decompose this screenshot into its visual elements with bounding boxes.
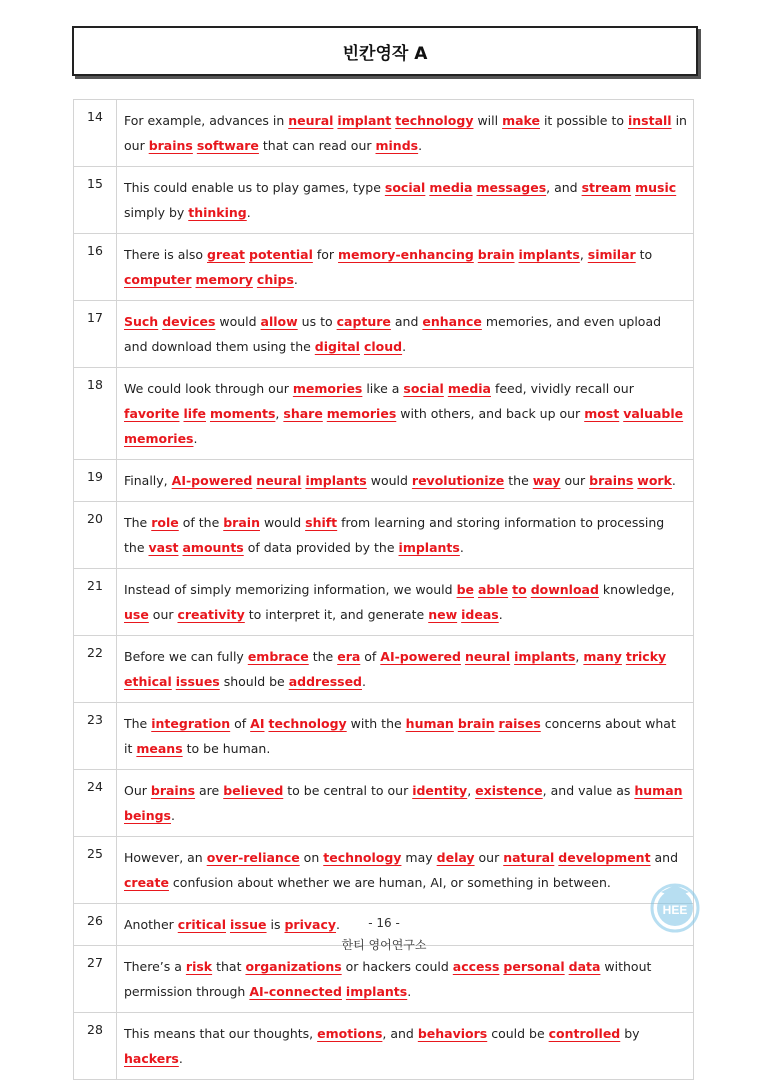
blank-word: ideas	[461, 607, 499, 622]
sentence-fragment: to	[635, 247, 653, 262]
blank-word: messages	[476, 180, 547, 195]
blank-word: implants	[514, 649, 576, 664]
sentence-number: 26	[74, 904, 117, 946]
sentence-fragment: .	[671, 473, 676, 488]
sentence-row	[74, 636, 694, 703]
sentence-number: 14	[74, 100, 117, 167]
sentence-fragment: .	[362, 674, 366, 689]
blank-word: human	[634, 783, 683, 798]
sentence-fragment: For example, advances in	[124, 113, 289, 128]
sentence-number: 27	[74, 946, 117, 1013]
sentence-row	[74, 569, 694, 636]
blank-word: technology	[395, 113, 474, 128]
blank-word: neural	[464, 649, 511, 664]
blank-word: AI-connected	[249, 984, 342, 999]
sentence-fragment: .	[193, 431, 198, 446]
sentence-fragment: is	[266, 917, 285, 932]
blank-word: implants	[305, 473, 367, 488]
sentence-text	[117, 368, 694, 460]
sentence-fragment: .	[407, 984, 412, 999]
hee-logo-icon	[647, 878, 703, 934]
sentence-fragment: confusion about whether we are human, AI, or something in between.	[168, 875, 611, 890]
sentence-fragment: our	[560, 473, 590, 488]
blank-word: neural	[256, 473, 302, 488]
blank-word: social	[403, 381, 444, 396]
blank-word: minds	[375, 138, 419, 153]
sentence-text	[117, 1013, 694, 1080]
blank-word: personal	[503, 959, 565, 974]
sentence-fragment: like a	[362, 381, 404, 396]
blank-word: neural	[288, 113, 334, 128]
blank-word: implants	[345, 984, 408, 999]
sentence-fragment: our	[474, 850, 504, 865]
blank-word: natural	[503, 850, 555, 865]
sentence-fragment: concerns about what it	[124, 716, 676, 756]
blank-word: new	[428, 607, 458, 622]
sentence-fragment: will	[473, 113, 503, 128]
sentence-text	[117, 703, 694, 770]
blank-word: role	[151, 515, 179, 530]
sentence-row	[74, 460, 694, 502]
blank-word: stream	[581, 180, 632, 195]
worksheet-title: 빈칸영작 A	[72, 26, 698, 76]
sentence-fragment: .	[171, 808, 175, 823]
sentence-fragment: This means that our thoughts,	[124, 1026, 318, 1041]
blank-word: allow	[260, 314, 298, 329]
sentence-fragment: , and value as	[542, 783, 635, 798]
blank-word: creativity	[177, 607, 245, 622]
blank-word: favorite	[124, 406, 180, 421]
blank-word: issue	[229, 917, 267, 932]
blank-word: great	[207, 247, 246, 262]
sentence-fragment: without permission through	[124, 959, 652, 999]
sentence-fragment: it possible to	[539, 113, 628, 128]
sentence-fragment: should be	[219, 674, 289, 689]
blank-word: implants	[518, 247, 580, 262]
sentence-fragment: to interpret it, and generate	[244, 607, 429, 622]
blank-word: way	[532, 473, 561, 488]
sentence-fragment: to be central to our	[283, 783, 413, 798]
blank-word: issues	[175, 674, 220, 689]
blank-word: implant	[337, 113, 392, 128]
blank-word: use	[124, 607, 149, 622]
sentence-number: 23	[74, 703, 117, 770]
sentence-table	[73, 99, 694, 1080]
blank-word: memories	[124, 431, 194, 446]
blank-word: memory	[195, 272, 253, 287]
sentence-fragment: Instead of simply memorizing information, we would	[124, 582, 457, 597]
blank-word: digital	[314, 339, 360, 354]
blank-word: able	[477, 582, 509, 597]
sentence-fragment: of data provided by the	[243, 540, 399, 555]
blank-word: amounts	[182, 540, 244, 555]
sentence-fragment: on	[299, 850, 324, 865]
blank-word: devices	[162, 314, 216, 329]
blank-word: share	[283, 406, 323, 421]
blank-word: enhance	[422, 314, 482, 329]
sentence-fragment: The	[124, 716, 152, 731]
sentence-fragment: to be human.	[182, 741, 271, 756]
blank-word: AI-powered	[380, 649, 461, 664]
blank-word: brain	[457, 716, 495, 731]
sentence-number: 15	[74, 167, 117, 234]
blank-word: potential	[249, 247, 313, 262]
blank-word: moments	[209, 406, 276, 421]
sentence-text	[117, 770, 694, 837]
sentence-fragment: are	[195, 783, 224, 798]
sentence-fragment: , and	[382, 1026, 418, 1041]
blank-word: life	[183, 406, 206, 421]
sentence-number: 16	[74, 234, 117, 301]
sentence-fragment: This could enable us to play games, type	[124, 180, 385, 195]
logo-text: HEE	[662, 903, 688, 917]
blank-word: valuable	[623, 406, 684, 421]
sentence-fragment: .	[178, 1051, 183, 1066]
sentence-fragment: the	[504, 473, 533, 488]
blank-word: brains	[148, 138, 193, 153]
blank-word: hackers	[124, 1051, 179, 1066]
sentence-fragment: of	[360, 649, 381, 664]
blank-word: be	[456, 582, 474, 597]
sentence-fragment: ,	[579, 247, 588, 262]
blank-word: integration	[151, 716, 231, 731]
sentence-number: 19	[74, 460, 117, 502]
blank-word: behaviors	[417, 1026, 488, 1041]
sentence-fragment: ,	[467, 783, 476, 798]
sentence-text	[117, 100, 694, 167]
blank-word: revolutionize	[411, 473, 505, 488]
blank-word: thinking	[188, 205, 247, 220]
sentence-fragment: our	[148, 607, 178, 622]
blank-word: brains	[150, 783, 196, 798]
sentence-fragment: of the	[178, 515, 224, 530]
sentence-fragment: simply by	[124, 205, 189, 220]
blank-word: emotions	[317, 1026, 383, 1041]
blank-word: development	[558, 850, 651, 865]
sentence-fragment: memories, and even upload and download them using the	[124, 314, 662, 354]
blank-word: raises	[498, 716, 541, 731]
sentence-fragment: could be	[487, 1026, 549, 1041]
sentence-fragment: and	[650, 850, 679, 865]
blank-word: music	[635, 180, 677, 195]
blank-word: brain	[477, 247, 515, 262]
sentence-number: 17	[74, 301, 117, 368]
sentence-row	[74, 100, 694, 167]
sentence-text	[117, 502, 694, 569]
blank-word: work	[637, 473, 672, 488]
sentence-fragment: There is also	[124, 247, 208, 262]
blank-word: means	[136, 741, 183, 756]
blank-word: Such	[124, 314, 159, 329]
blank-word: era	[337, 649, 361, 664]
sentence-fragment: with the	[346, 716, 406, 731]
sentence-text	[117, 837, 694, 904]
sentence-fragment: the	[308, 649, 338, 664]
blank-word: software	[196, 138, 259, 153]
blank-word: social	[384, 180, 426, 195]
sentence-fragment: would	[259, 515, 306, 530]
sentence-fragment: .	[336, 917, 340, 932]
blank-word: many	[583, 649, 622, 664]
blank-word: critical	[177, 917, 226, 932]
sentence-row	[74, 368, 694, 460]
sentence-fragment: .	[402, 339, 407, 354]
blank-word: beings	[124, 808, 171, 823]
sentence-fragment: The	[124, 515, 152, 530]
blank-word: download	[530, 582, 599, 597]
sentence-fragment: with others, and back up our	[396, 406, 585, 421]
sentence-fragment: .	[459, 540, 464, 555]
sentence-row	[74, 167, 694, 234]
sentence-row	[74, 1013, 694, 1080]
sentence-fragment: knowledge,	[598, 582, 675, 597]
blank-word: privacy	[284, 917, 337, 932]
blank-word: install	[627, 113, 672, 128]
sentence-row	[74, 234, 694, 301]
sentence-number: 21	[74, 569, 117, 636]
sentence-fragment: feed, vividly recall our	[490, 381, 634, 396]
blank-word: AI	[250, 716, 265, 731]
sentence-fragment: of	[230, 716, 251, 731]
blank-word: human	[405, 716, 454, 731]
sentence-number: 18	[74, 368, 117, 460]
sentence-number: 22	[74, 636, 117, 703]
blank-word: memories	[326, 406, 397, 421]
sentence-fragment: .	[293, 272, 298, 287]
blank-word: technology	[323, 850, 402, 865]
blank-word: identity	[412, 783, 468, 798]
blank-word: embrace	[247, 649, 309, 664]
sentence-fragment: .	[498, 607, 503, 622]
blank-word: chips	[256, 272, 294, 287]
blank-word: tricky	[625, 649, 667, 664]
blank-word: memory-enhancing	[338, 247, 474, 262]
sentence-text	[117, 460, 694, 502]
blank-word: delay	[436, 850, 475, 865]
sentence-fragment: for	[312, 247, 339, 262]
blank-word: existence	[475, 783, 543, 798]
sentence-fragment: ,	[275, 406, 284, 421]
sentence-text	[117, 946, 694, 1013]
sentence-fragment: or hackers could	[341, 959, 453, 974]
blank-word: brain	[223, 515, 260, 530]
sentence-fragment: There’s a	[124, 959, 186, 974]
sentence-row	[74, 946, 694, 1013]
blank-word: create	[124, 875, 169, 890]
blank-word: to	[512, 582, 527, 597]
sentence-fragment: by	[620, 1026, 640, 1041]
sentence-fragment: and	[390, 314, 423, 329]
blank-word: ethical	[124, 674, 172, 689]
sentence-number: 28	[74, 1013, 117, 1080]
sentence-fragment: may	[401, 850, 437, 865]
sentence-number: 24	[74, 770, 117, 837]
sentence-row	[74, 837, 694, 904]
blank-word: data	[568, 959, 601, 974]
sentence-fragment: us to	[297, 314, 337, 329]
sentence-row	[74, 301, 694, 368]
blank-word: risk	[185, 959, 213, 974]
sentence-fragment: Another	[124, 917, 178, 932]
sentence-fragment: .	[246, 205, 251, 220]
sentence-fragment: Our	[124, 783, 151, 798]
sentence-fragment: However, an	[124, 850, 207, 865]
footer-publisher: 한티 영어연구소	[341, 938, 427, 952]
blank-word: media	[429, 180, 473, 195]
blank-word: make	[502, 113, 540, 128]
blank-word: vast	[148, 540, 179, 555]
sentence-fragment: We could look through our	[124, 381, 293, 396]
sentence-fragment: .	[418, 138, 423, 153]
sentence-row	[74, 502, 694, 569]
sentence-fragment: Before we can fully	[124, 649, 248, 664]
sentence-fragment: ,	[575, 649, 584, 664]
sentence-fragment: that can read our	[258, 138, 376, 153]
sentence-fragment: Finally,	[124, 473, 172, 488]
page-number: - 16 -	[368, 916, 400, 930]
blank-word: technology	[268, 716, 347, 731]
blank-word: computer	[124, 272, 192, 287]
blank-word: AI-powered	[171, 473, 253, 488]
sentence-number: 20	[74, 502, 117, 569]
blank-word: implants	[398, 540, 460, 555]
blank-word: memories	[292, 381, 363, 396]
blank-word: controlled	[548, 1026, 621, 1041]
sentence-fragment: in our	[124, 113, 687, 153]
sentence-fragment: would	[366, 473, 412, 488]
blank-word: media	[447, 381, 491, 396]
blank-word: addressed	[288, 674, 362, 689]
blank-word: access	[452, 959, 500, 974]
sentence-fragment: that	[212, 959, 246, 974]
sentence-fragment: , and	[546, 180, 582, 195]
blank-word: shift	[305, 515, 338, 530]
sentence-text	[117, 234, 694, 301]
sentence-number: 25	[74, 837, 117, 904]
blank-word: over-reliance	[206, 850, 300, 865]
sentence-fragment: from learning and storing information to processing the	[124, 515, 665, 555]
sentence-text	[117, 167, 694, 234]
blank-word: brains	[589, 473, 634, 488]
sentence-text	[117, 636, 694, 703]
blank-word: most	[584, 406, 620, 421]
blank-word: capture	[336, 314, 391, 329]
blank-word: similar	[587, 247, 636, 262]
sentence-row	[74, 703, 694, 770]
blank-word: cloud	[363, 339, 403, 354]
blank-word: organizations	[245, 959, 342, 974]
blank-word: believed	[223, 783, 284, 798]
sentence-fragment: would	[215, 314, 261, 329]
sentence-text	[117, 569, 694, 636]
sentence-row	[74, 770, 694, 837]
sentence-text	[117, 301, 694, 368]
